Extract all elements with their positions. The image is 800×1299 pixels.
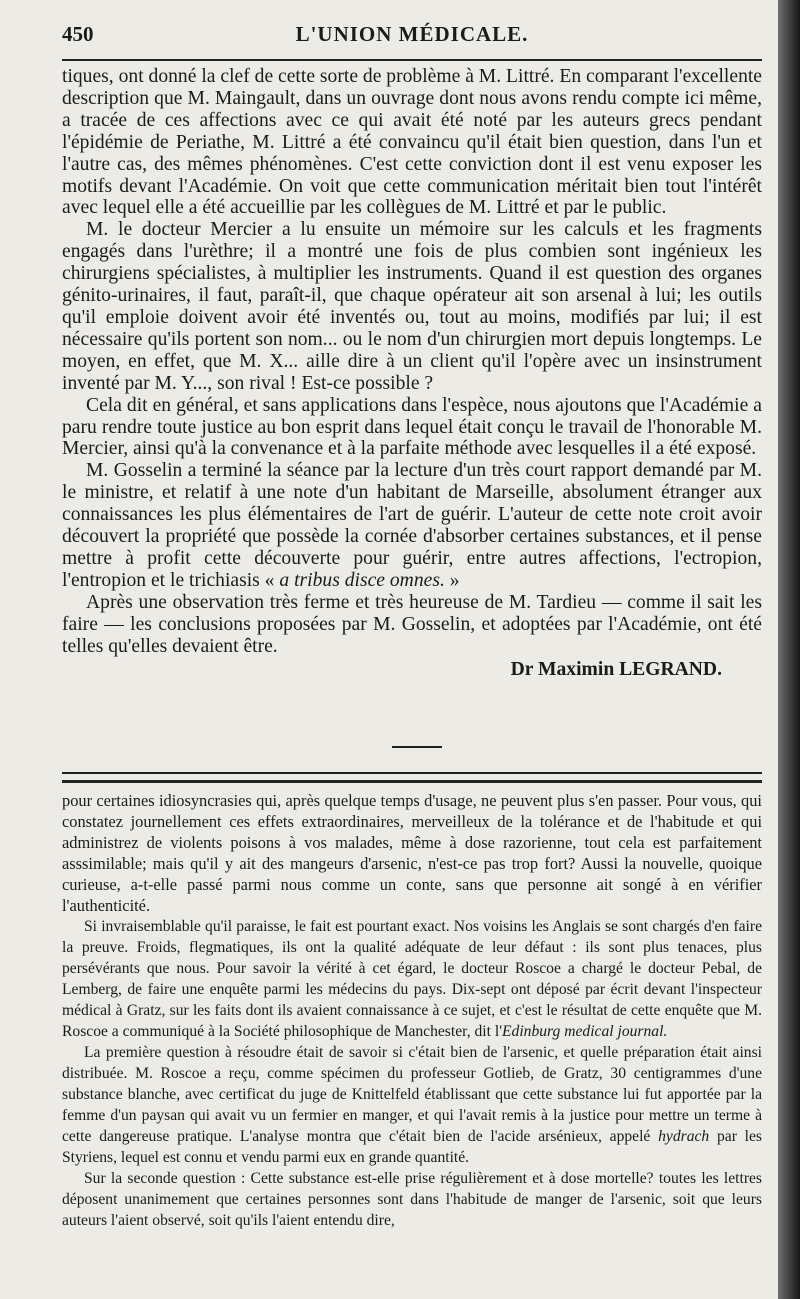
page-header	[62, 18, 762, 58]
feuilleton-paragraph-2-text: Si invraisemblable qu'il paraisse, le fait est pourtant exact. Nos voisins les Anglais se sont chargés d'en faire la preuve. Froids, flegmatiques, ils ont la qualité adéquate de leur défaut : ils sont plus tenaces, plus persévérants que nous. Pour savoir la vérité à cet égard, le docteur Roscoe a chargé le docteur Pebal, de Lemberg, de faire une enquête parmi les médecins du pays. Dix-sept ont déposé par écrit devant l'inspecteur médical à Gratz, sur les faits dont ils avaient connaissance à ce sujet, et c'est le résultat de cette enquête que M. Roscoe a communiqué à la Société philosophique de Manchester, dit l'	[62, 918, 762, 1040]
article-paragraph-3: Cela dit en général, et sans applications dans l'espèce, nous ajoutons que l'Académie a paru rendre toute justice au bon esprit dans lequel était conçu le travail de l'honorable M. Mercier, ainsi qu'à la convenance et à la parfaite méthode avec lesquelles il a été exposé.	[62, 394, 762, 460]
feuilleton-paragraph-2	[62, 916, 762, 1042]
header-rule	[62, 59, 762, 61]
article-body	[62, 66, 762, 681]
feuilleton-body	[62, 790, 762, 1231]
feuilleton-paragraph-4: Sur la seconde question : Cette substance est-elle prise régulièrement et à dose mortelle? toutes les lettres déposent unanimement que certaines personnes sont dans l'habitude de manger de l'arsenic, soit que leurs auteurs l'aient observé, soit qu'ils l'aient entendu dire,	[62, 1170, 762, 1229]
feuilleton-paragraph-3	[62, 1042, 762, 1168]
local-term: hydrach	[658, 1128, 710, 1145]
article-paragraph-1: tiques, ont donné la clef de cette sorte de problème à M. Littré. En comparant l'excellente description que M. Maingault, dans un ouvrage dont nous avons rendu compte ici même, a tracée de ces affections avec ce qui avait été noté par les auteurs grecs pendant l'épidémie de Periathe, M. Littré a été convaincu qu'il était bien question, dans l'un et l'autre cas, des mêmes phénomènes. C'est cette conviction dont il est venu exposer les motifs devant l'Académie. On voit que cette communication méritait bien tout l'intérêt avec lequel elle a été accueillie par les collègues de M. Littré et par le public.	[62, 66, 762, 219]
article-paragraph-2: M. le docteur Mercier a lu ensuite un mémoire sur les calculs et les fragments engagés dans l'urèthre; il a montré une fois de plus combien sont ingénieux les chirurgiens spécialistes, à multiplier les instruments. Quand il est question des organes génito-urinaires, il faut, paraît-il, que chaque opérateur ait son arsenal à lui; les outils qu'il emploie doivent avoir été inventés ou, tout au moins, modifiés par lui; il est nécessaire qu'ils portent son nom... ou le nom d'un chirurgien mort depuis longtemps. Le moyen, en effet, que M. X... aille dire à un client qu'il l'opère avec un insinstrument inventé par M. Y..., son rival ! Est-ce possible ?	[62, 219, 762, 394]
feuilleton-separator	[62, 772, 762, 783]
page-number: 450	[62, 22, 94, 46]
feuilleton-paragraph-1: pour certaines idiosyncrasies qui, après quelque temps d'usage, ne peuvent plus s'en passer. Pour vous, qui constatez journellement ces effets extraordinaires, merveilleux de la tolérance et de l'habitude et qui administrez de violents poisons à vos malades, même à dose razorienne, tout cela est parfaitement asssimilable; mais qu'il y ait des mangeurs d'arsenic, n'est-ce pas trop fort? Aussi la nouvelle, quoique curieuse, a-t-elle passé parmi nous comme un conte, sans que personne ait songé à en vérifier l'authenticité.	[62, 791, 762, 915]
article-paragraph-4-text: M. Gosselin a terminé la séance par la lecture d'un très court rapport demandé par M. le ministre, et relatif à une note d'un habitant de Marseille, absolument étranger aux connaissances les plus élémentaires de l'art de guérir. L'auteur de cette note croit avoir découvert la propriété que possède la cornée d'absorber certaines substances, et il pense mettre à profit cette découverte pour guérir, entre autres affections, l'ectropion, l'entropion et le trichiasis «	[62, 460, 762, 591]
feuilleton-paragraph-3-end: par les Styriens, lequel est connu et vendu parmi eux en grande quantité.	[62, 1128, 762, 1166]
quote-close: »	[444, 569, 460, 591]
article-paragraph-5: Après une observation très ferme et très heureuse de M. Tardieu — comme il sait les faire — les conclusions proposées par M. Gosselin, et adoptées par l'Académie, ont été telles qu'elles devaient être.	[62, 591, 762, 657]
article-paragraph-4	[62, 460, 762, 591]
running-title: L'UNION MÉDICALE.	[295, 22, 529, 46]
article-end-rule	[392, 746, 442, 748]
feuilleton-paragraph-3-text: La première question à résoudre était de savoir si c'était bien de l'arsenic, et quelle préparation était ainsi distribuée. M. Roscoe a reçu, comme spécimen du professeur Gotlieb, de Gratz, 30 centigrammes d'une substance blanche, avec certificat du juge de Knittelfeld établissant que cette substance lui fut apportée par la femme d'un paysan qui avait vu un fermier en manger, et qui l'avait remis à la justice pour mettre un terme à cette dangereuse pratique. L'analyse montra que c'était bien de l'acide arsénieux, appelé	[62, 1044, 762, 1145]
latin-quote: a tribus disce omnes.	[279, 569, 445, 591]
journal-title: Edinburg medical journal.	[502, 1023, 668, 1040]
page-edge-shadow	[778, 0, 800, 1299]
author-signature: Dr Maximin LEGRAND.	[510, 659, 722, 681]
